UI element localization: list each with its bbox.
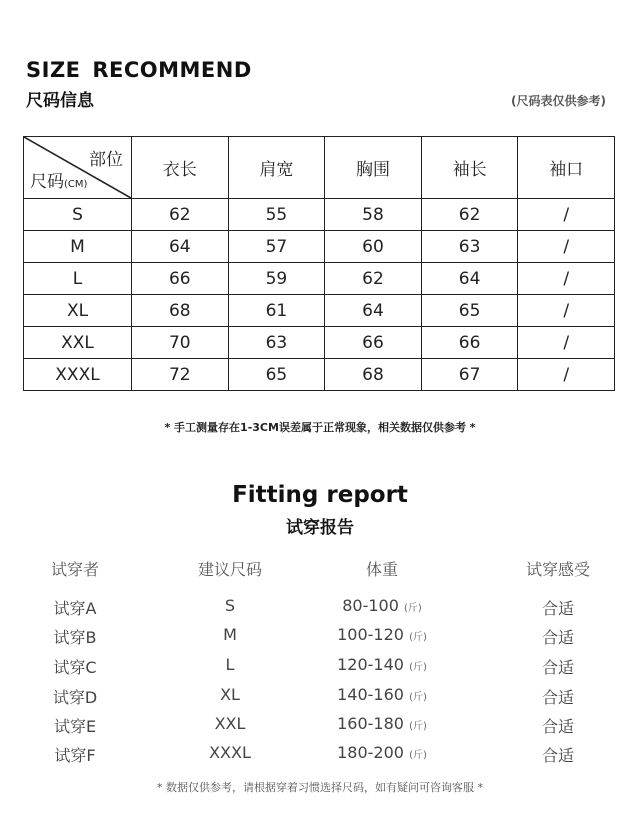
fitting-row xyxy=(0,596,640,622)
value-cell: 68 xyxy=(132,295,229,327)
suggested-size: XL xyxy=(220,685,240,704)
table-row xyxy=(24,359,615,391)
value-cell: 63 xyxy=(228,327,325,359)
size-table-header-row xyxy=(24,137,615,199)
size-info-subtitle: 尺码信息 xyxy=(26,91,94,111)
fitting-row xyxy=(0,655,640,681)
reference-note: (尺码表仅供参考) xyxy=(511,94,606,108)
table-row xyxy=(24,231,615,263)
table-row xyxy=(24,327,615,359)
suggested-size: S xyxy=(224,596,236,615)
tester-name: 试穿E xyxy=(53,717,97,736)
value-cell: 64 xyxy=(421,263,518,295)
weight-range: 120-140 (斤) xyxy=(337,655,427,674)
tester-name: 试穿D xyxy=(52,688,98,707)
value-cell: / xyxy=(518,263,615,295)
table-row xyxy=(24,263,615,295)
value-cell: 72 xyxy=(132,359,229,391)
value-cell: 62 xyxy=(325,263,422,295)
weight-range: 180-200 (斤) xyxy=(337,743,427,762)
fitting-row xyxy=(0,714,640,740)
size-cell: L xyxy=(24,263,132,295)
value-cell: 62 xyxy=(421,199,518,231)
fitting-column-header: 体重 xyxy=(365,560,398,579)
fitting-row xyxy=(0,625,640,651)
size-cell: XXXL xyxy=(24,359,132,391)
measurement-note: * 手工测量存在1-3CM误差属于正常现象，相关数据仅供参考 * xyxy=(164,421,476,434)
table-row xyxy=(24,295,615,327)
corner-size-label: 尺码(CM) xyxy=(30,172,88,192)
suggested-size: XXL xyxy=(214,714,246,733)
value-cell: / xyxy=(518,295,615,327)
weight-range: 160-180 (斤) xyxy=(337,714,427,733)
corner-part-label: 部位 xyxy=(89,150,123,170)
value-cell: 68 xyxy=(325,359,422,391)
value-cell: 65 xyxy=(228,359,325,391)
fit-feeling: 合适 xyxy=(541,599,574,618)
corner-unit: (CM) xyxy=(64,179,88,190)
column-header: 胸围 xyxy=(325,137,422,199)
fitting-column-header: 建议尺码 xyxy=(197,560,262,579)
fitting-report-subtitle: 试穿报告 xyxy=(286,518,354,538)
value-cell: / xyxy=(518,231,615,263)
fit-feeling: 合适 xyxy=(541,658,574,677)
value-cell: 66 xyxy=(421,327,518,359)
suggested-size: M xyxy=(223,625,237,644)
value-cell: 66 xyxy=(325,327,422,359)
weight-range: 100-120 (斤) xyxy=(337,625,427,644)
value-cell: 57 xyxy=(228,231,325,263)
value-cell: / xyxy=(518,359,615,391)
fitting-column-header: 试穿者 xyxy=(50,560,99,579)
fitting-row xyxy=(0,685,640,711)
tester-name: 试穿C xyxy=(53,658,97,677)
table-row xyxy=(24,199,615,231)
suggested-size: XXXL xyxy=(209,743,251,762)
value-cell: 58 xyxy=(325,199,422,231)
value-cell: / xyxy=(518,199,615,231)
value-cell: 63 xyxy=(421,231,518,263)
size-cell: S xyxy=(24,199,132,231)
weight-range: 80-100 (斤) xyxy=(342,596,422,615)
value-cell: 59 xyxy=(228,263,325,295)
tester-name: 试穿F xyxy=(54,746,96,765)
value-cell: 62 xyxy=(132,199,229,231)
value-cell: 70 xyxy=(132,327,229,359)
size-table xyxy=(23,136,615,391)
size-cell: XL xyxy=(24,295,132,327)
column-header: 袖口 xyxy=(518,137,615,199)
fitting-column-header: 试穿感受 xyxy=(525,560,590,579)
fitting-row xyxy=(0,743,640,769)
fitting-report-title: Fitting report xyxy=(232,482,408,508)
size-recommend-title: SIZE RECOMMEND xyxy=(26,58,252,82)
size-cell: XXL xyxy=(24,327,132,359)
value-cell: / xyxy=(518,327,615,359)
suggested-size: L xyxy=(225,655,235,674)
size-cell: M xyxy=(24,231,132,263)
value-cell: 60 xyxy=(325,231,422,263)
fit-feeling: 合适 xyxy=(541,628,574,647)
fit-feeling: 合适 xyxy=(541,717,574,736)
value-cell: 55 xyxy=(228,199,325,231)
value-cell: 61 xyxy=(228,295,325,327)
weight-range: 140-160 (斤) xyxy=(337,685,427,704)
footer-note: * 数据仅供参考，请根据穿着习惯选择尺码，如有疑问可咨询客服 * xyxy=(157,781,483,794)
column-header: 衣长 xyxy=(132,137,229,199)
value-cell: 65 xyxy=(421,295,518,327)
tester-name: 试穿B xyxy=(53,628,97,647)
value-cell: 64 xyxy=(132,231,229,263)
tester-name: 试穿A xyxy=(53,599,97,618)
column-header: 肩宽 xyxy=(228,137,325,199)
fitting-header-row xyxy=(0,557,640,583)
fit-feeling: 合适 xyxy=(541,688,574,707)
column-header: 袖长 xyxy=(421,137,518,199)
value-cell: 66 xyxy=(132,263,229,295)
fit-feeling: 合适 xyxy=(541,746,574,765)
value-cell: 64 xyxy=(325,295,422,327)
value-cell: 67 xyxy=(421,359,518,391)
corner-cell xyxy=(24,137,132,199)
